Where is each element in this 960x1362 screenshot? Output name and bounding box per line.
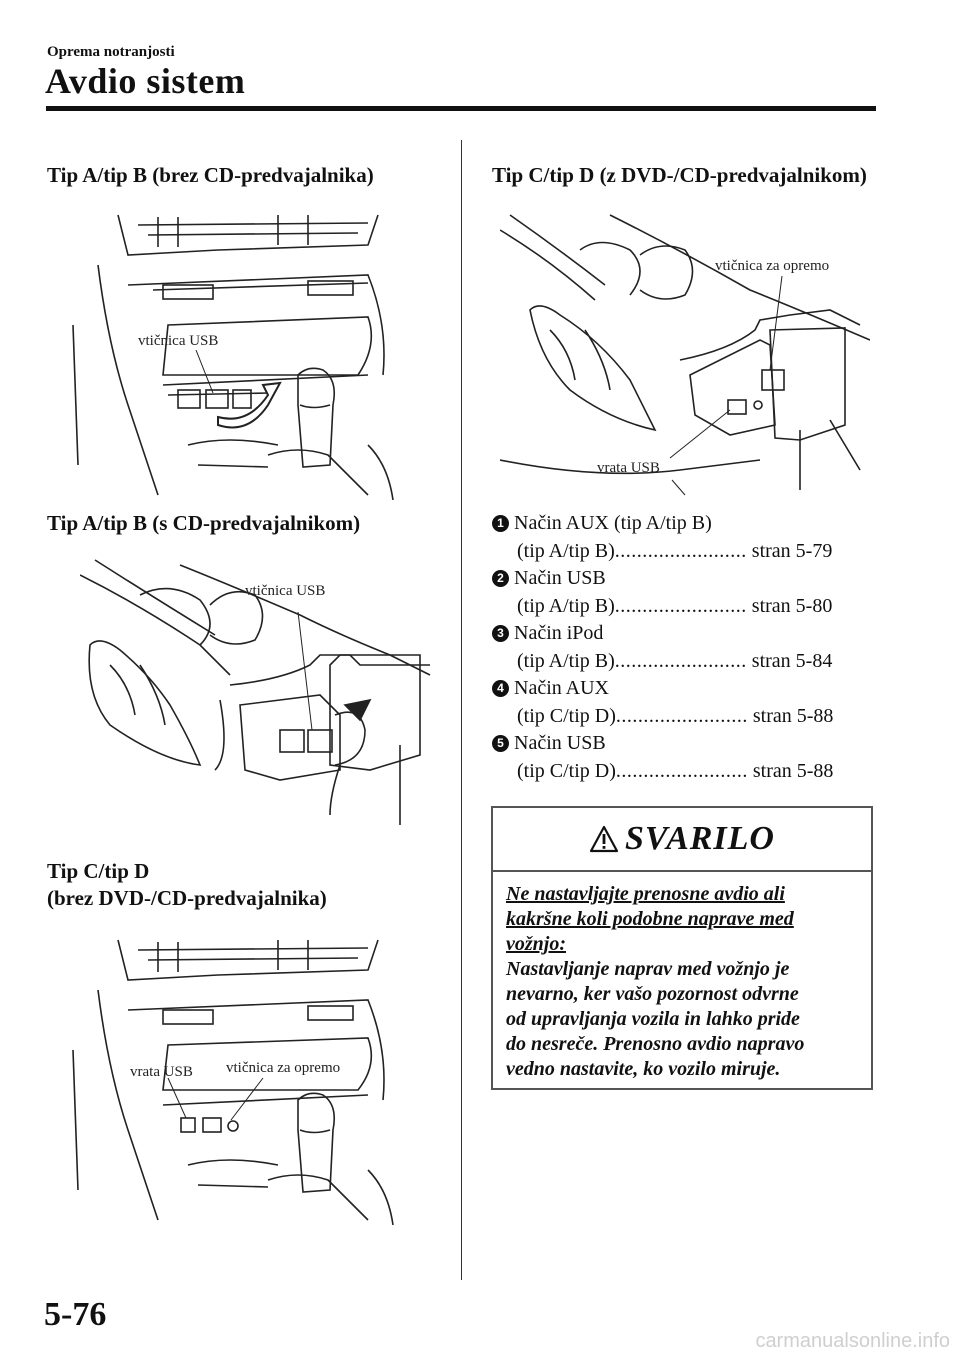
list-item: [492, 620, 872, 675]
figure-4-callout-port: vrata USB: [597, 460, 660, 476]
reference-page-link[interactable]: stran 5-84: [751, 649, 833, 672]
reference-sub: (tip C/tip D): [517, 704, 616, 727]
list-item: [492, 565, 872, 620]
reference-sub: (tip C/tip D): [517, 759, 616, 782]
reference-list: [492, 510, 872, 785]
column-divider: [461, 140, 462, 1280]
warning-text-line: nevarno, ker vašo pozornost odvrne: [506, 983, 799, 1005]
list-item: [492, 510, 872, 565]
figure-2-illustration: [80, 555, 440, 830]
warning-box: [491, 806, 873, 1090]
figure-3-callout-port: vrata USB: [130, 1064, 193, 1080]
section-label: Oprema notranjosti: [47, 44, 175, 60]
figure-3-heading-line1: Tip C/tip D: [47, 859, 150, 883]
watermark: carmanualsonline.info: [755, 1330, 950, 1352]
page-number: 5-76: [44, 1296, 107, 1333]
list-item: [492, 730, 872, 785]
reference-sub: (tip A/tip B): [517, 539, 615, 562]
number-badge: 1: [492, 515, 509, 532]
warning-text-line: vedno nastavite, ko vozilo miruje.: [506, 1058, 781, 1080]
figure-3-callout-socket: vtičnica za opremo: [226, 1060, 341, 1076]
reference-sub: (tip A/tip B): [517, 649, 615, 672]
warning-body: [493, 872, 871, 1082]
leader-dots: ........................: [615, 704, 748, 727]
number-badge: 2: [492, 570, 509, 587]
figure-3-heading-line2: (brez DVD-/CD-predvajalnika): [47, 886, 327, 910]
figure-4-illustration: [500, 210, 870, 500]
warning-subhead-line: kakršne koli podobne naprave med: [506, 908, 794, 930]
title-rule: [46, 106, 876, 111]
figure-1-illustration: [68, 205, 398, 500]
reference-page-link[interactable]: stran 5-79: [751, 539, 833, 562]
leader-dots: ........................: [614, 649, 747, 672]
reference-page-link[interactable]: stran 5-88: [752, 759, 834, 782]
warning-title: SVARILO: [625, 820, 775, 857]
reference-sub: (tip A/tip B): [517, 594, 615, 617]
figure-4-callout-socket: vtičnica za opremo: [715, 258, 830, 274]
reference-title: Način iPod: [514, 622, 604, 644]
reference-title: Način AUX (tip A/tip B): [514, 512, 712, 534]
warning-subhead-line: vožnjo:: [506, 933, 566, 955]
warning-text-line: do nesreče. Prenosno avdio napravo: [506, 1033, 805, 1055]
warning-subhead-line: Ne nastavljajte prenosne avdio ali: [506, 883, 785, 905]
number-badge: 5: [492, 735, 509, 752]
page-title: Avdio sistem: [45, 61, 246, 101]
figure-1-heading: Tip A/tip B (brez CD-predvajalnika): [47, 163, 374, 187]
leader-dots: ........................: [615, 759, 748, 782]
list-item: [492, 675, 872, 730]
figure-1-callout: vtičnica USB: [138, 333, 219, 349]
warning-header: [493, 808, 871, 872]
warning-text-line: Nastavljanje naprav med vožnjo je: [506, 958, 790, 980]
leader-dots: ........................: [614, 539, 747, 562]
reference-title: Način USB: [514, 732, 606, 754]
warning-triangle-icon: [589, 825, 619, 853]
figure-3-illustration: [68, 930, 398, 1225]
reference-title: Način USB: [514, 567, 606, 589]
leader-dots: ........................: [614, 594, 747, 617]
figure-4-heading: Tip C/tip D (z DVD-/CD-predvajalnikom): [492, 163, 867, 187]
reference-title: Način AUX: [514, 677, 609, 699]
figure-2-callout: vtičnica USB: [245, 583, 326, 599]
number-badge: 3: [492, 625, 509, 642]
reference-page-link[interactable]: stran 5-88: [752, 704, 834, 727]
reference-page-link[interactable]: stran 5-80: [751, 594, 833, 617]
figure-2-heading: Tip A/tip B (s CD-predvajalnikom): [47, 511, 361, 535]
warning-text-line: od upravljanja vozila in lahko pride: [506, 1008, 800, 1030]
number-badge: 4: [492, 680, 509, 697]
